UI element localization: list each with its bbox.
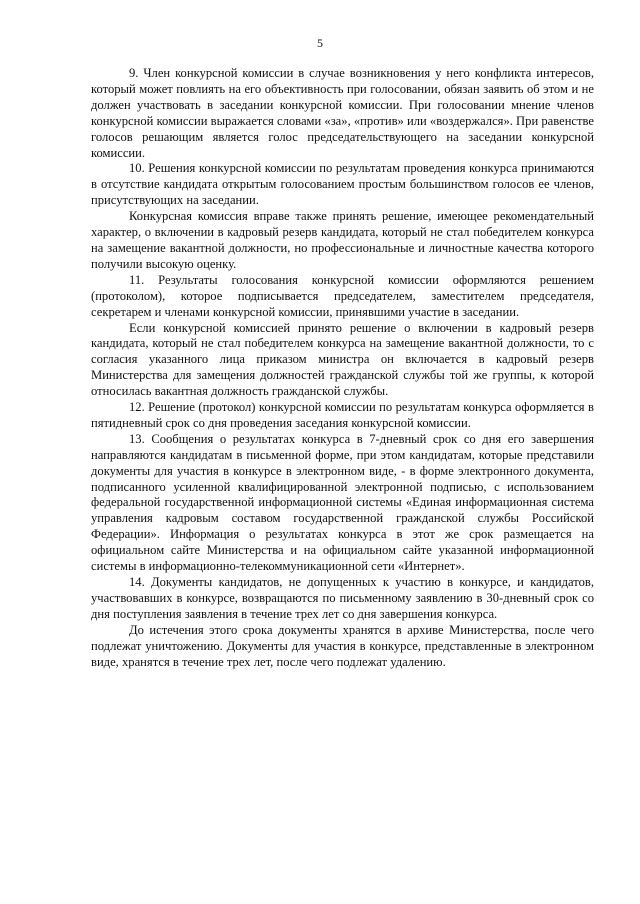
paragraph-reserve-inclusion: Если конкурсной комиссией принято решение о включении в кадровый резерв кандидата, который не стал победителем конкурса на замещение вакантной должности, то с согласия указанного лица приказом министра он включается в кадровый резерв Министерства для замещения должностей гражданской службы той же группы, к которой относилась вакантная должность гражданской службы. — [91, 320, 594, 399]
paragraph-9: 9. Член конкурсной комиссии в случае возникновения у него конфликта интересов, который может повлиять на его объективность при голосовании, обязан заявить об этом и не должен участвовать в заседании конкурсной комиссии. При голосовании мнение членов конкурсной комиссии выражается словами «за», «против» или «воздержался». При равенстве голосов решающим является голос председательствующего на заседании конкурсной комиссии. — [91, 66, 594, 160]
paragraph-12: 12. Решение (протокол) конкурсной комиссии по результатам конкурса оформляется в пятидневный срок со дня проведения заседания конкурсной комиссии. — [91, 400, 594, 430]
page-number: 5 — [317, 36, 323, 50]
paragraph-14: 14. Документы кандидатов, не допущенных к участию в конкурсе, и кандидатов, участвовавших в конкурсе, возвращаются по письменному заявлению в 30-дневный срок со дня поступления заявления в течение трех лет со дня завершения конкурса. — [91, 575, 594, 621]
paragraph-10: 10. Решения конкурсной комиссии по результатам проведения конкурса принимаются в отсутствие кандидата открытым голосованием простым большинством голосов ее членов, присутствующих на заседании. — [91, 161, 594, 208]
paragraph-13: 13. Сообщения о результатах конкурса в 7-дневный срок со дня его завершения направляются кандидатам в письменной форме, при этом кандидатам, которые представили документы для участия в конкурсе в электронном виде, - в форме электронного документа, подписанного усиленной квалифицированной электронной подписью, с использованием федеральной государственной информационной системы «Единая информационная система управления кадровым составом государственной гражданской службы Российской Федерации». Информация о результатах конкурса в этот же срок размещается на официальном сайте Министерства и на официальном сайте указанной информационной системы в информационно-телекоммуникационной сети «Интернет». — [91, 431, 594, 574]
paragraph-11: 11. Результаты голосования конкурсной комиссии оформляются решением (протоколом), которое подписывается председателем, заместителем председателя, секретарем и членами конкурсной комиссии, принявшими участие в заседании. — [91, 272, 594, 319]
paragraph-archive: До истечения этого срока документы хранятся в архиве Министерства, после чего подлежат уничтожению. Документы для участия в конкурсе, представленные в электронном виде, хранятся в течение трех лет, после чего подлежат удалению. — [91, 622, 594, 669]
paragraph-reserve-decision: Конкурсная комиссия вправе также принять решение, имеющее рекомендательный характер, о включении в кадровый резерв кандидата, который не стал победителем конкурса на замещение вакантной должности, но профессиональные и личностные качества которого получили высокую оценку. — [91, 209, 594, 271]
document-body — [91, 66, 594, 670]
